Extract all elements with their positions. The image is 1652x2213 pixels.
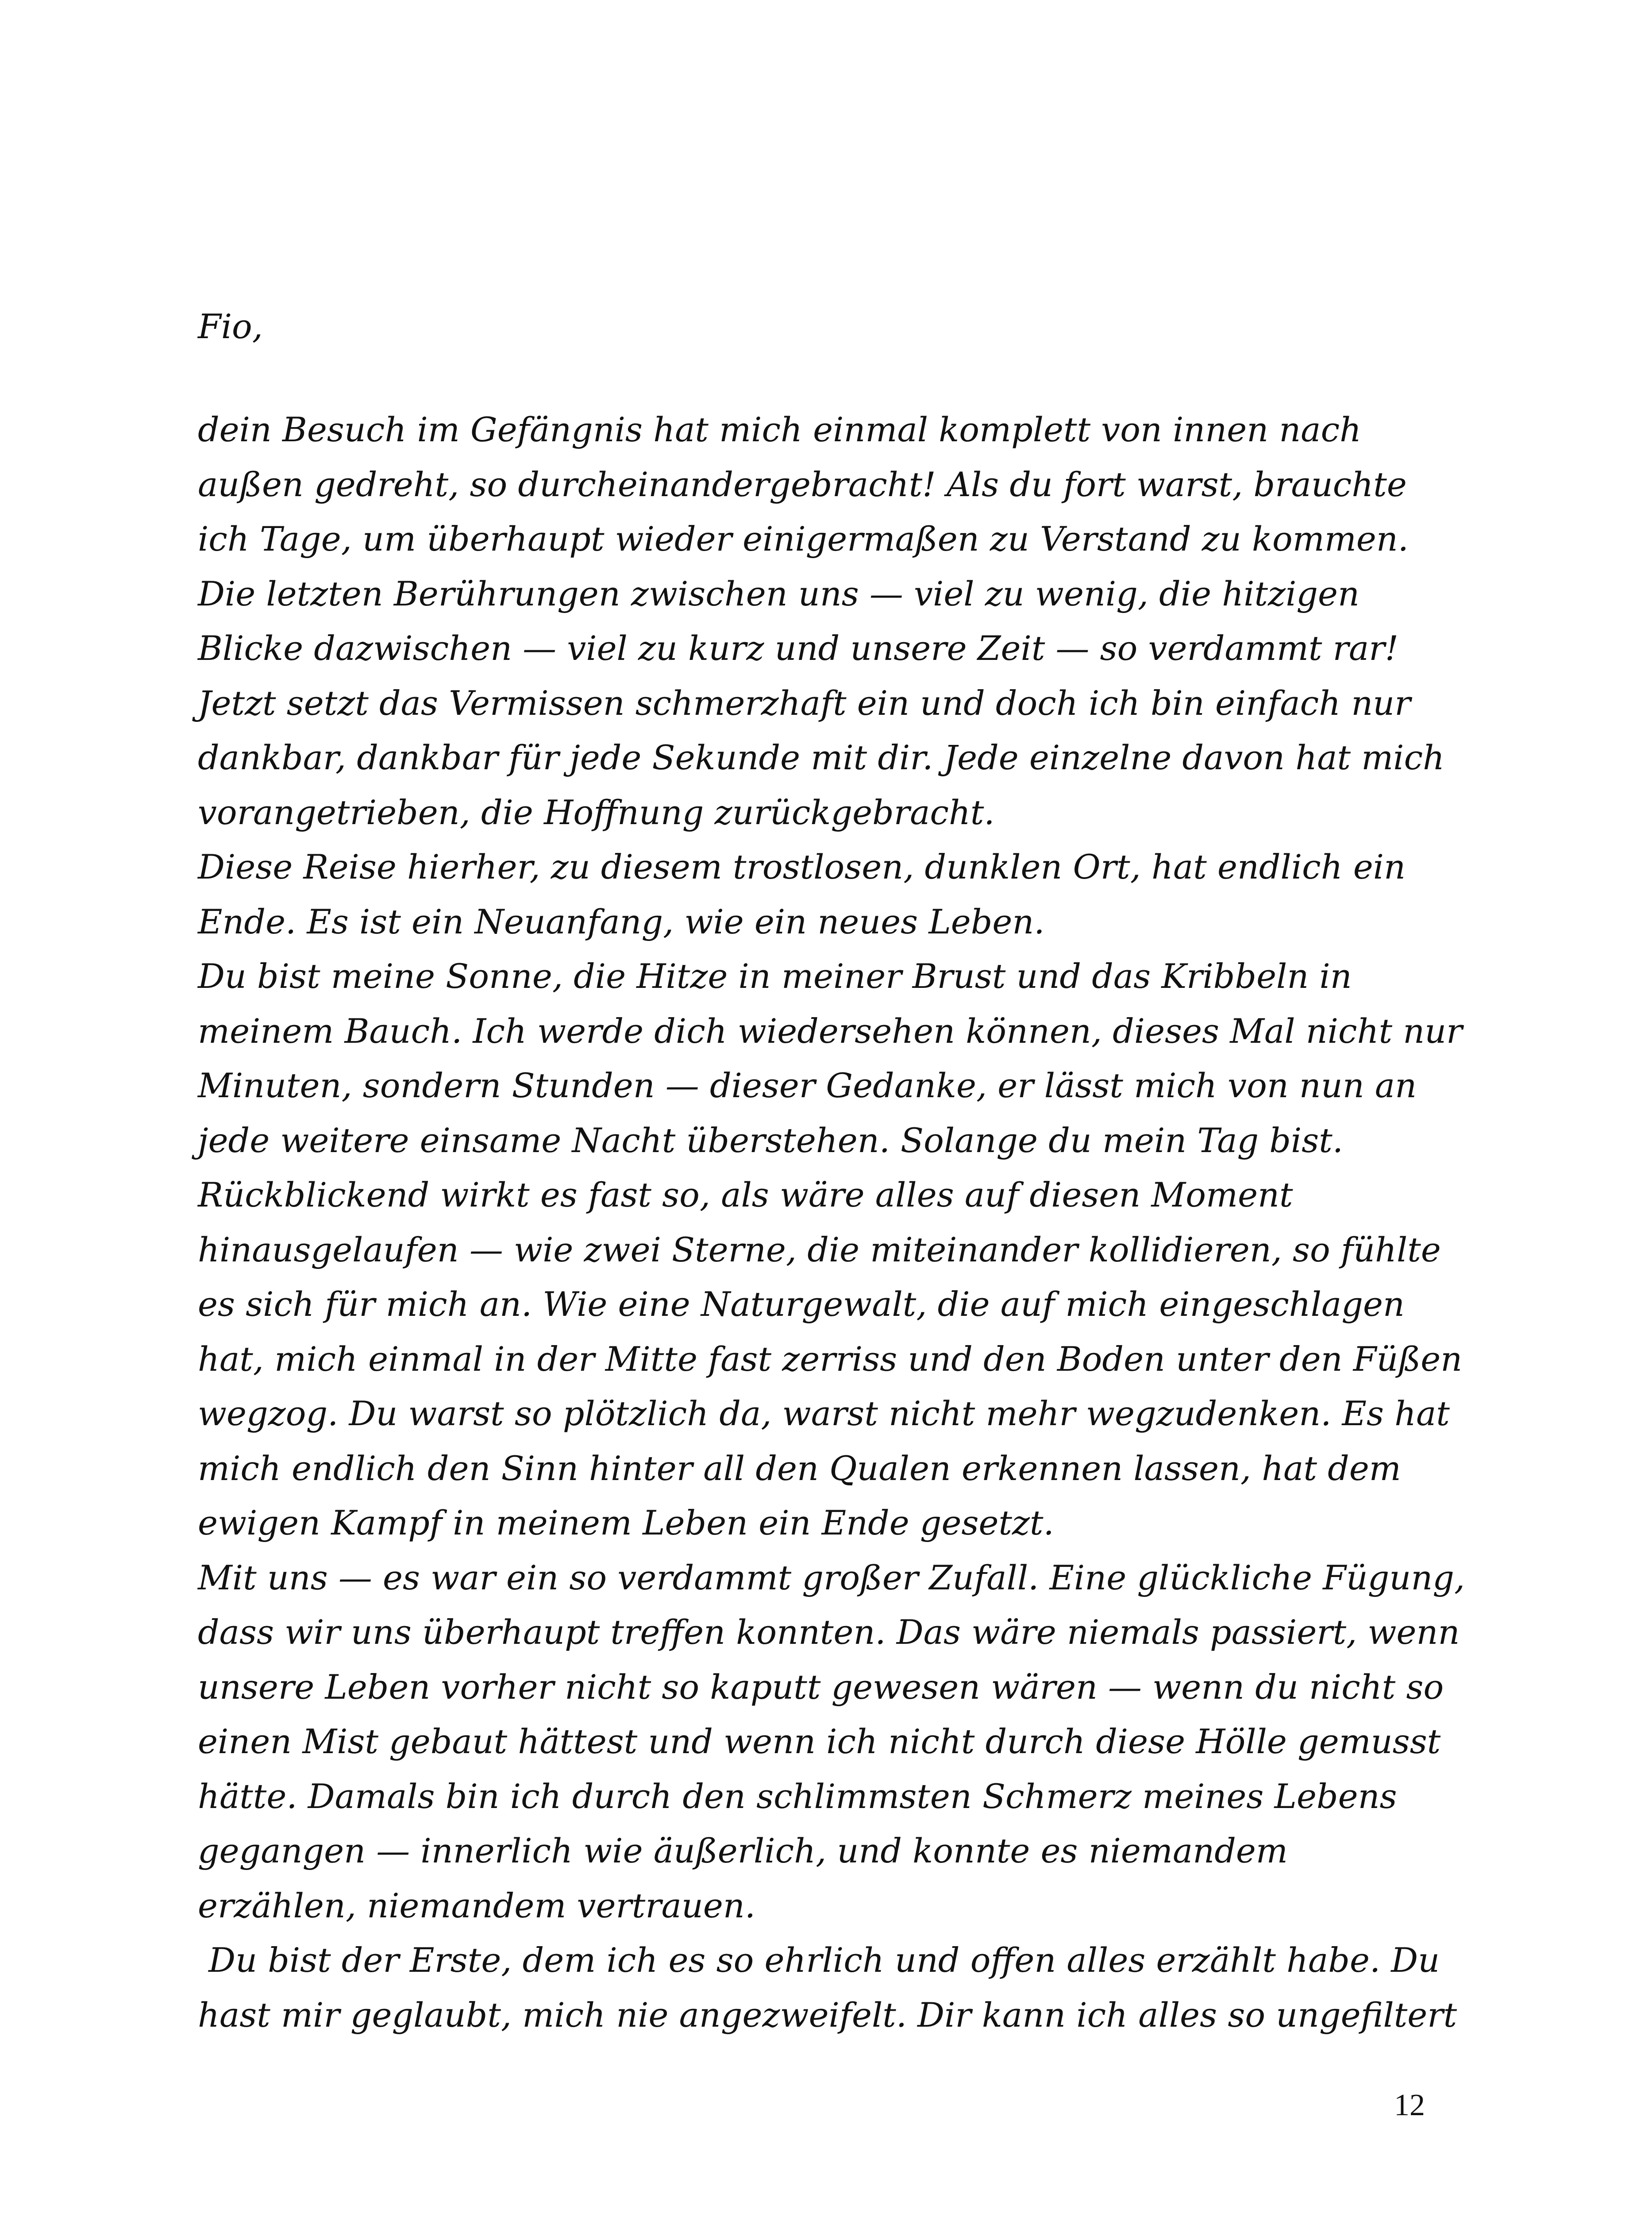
letter-line: dein Besuch im Gefängnis hat mich einmal komplett von innen nach: [198, 410, 1362, 449]
letter-line: hätte. Damals bin ich durch den schlimmsten Schmerz meines Lebens: [198, 1776, 1397, 1816]
letter-line: unsere Leben vorher nicht so kaputt gewesen wären — wenn du nicht so: [198, 1667, 1444, 1707]
letter-line: Jetzt setzt das Vermissen schmerzhaft ein und doch ich bin einfach nur: [198, 683, 1411, 723]
letter-line: ewigen Kampf in meinem Leben ein Ende gesetzt.: [198, 1503, 1054, 1542]
letter-line: Du bist der Erste, dem ich es so ehrlich und offen alles erzählt habe. Du: [198, 1940, 1440, 1980]
letter-line: Mit uns — es war ein so verdammt großer Zufall. Eine glückliche Fügung,: [198, 1558, 1465, 1597]
letter-line: Du bist meine Sonne, die Hitze in meiner Brust und das Kribbeln in: [198, 956, 1352, 996]
letter-body: [198, 402, 1465, 2042]
letter-salutation: Fio,: [198, 307, 263, 346]
letter-line: jede weitere einsame Nacht überstehen. Solange du mein Tag bist.: [198, 1120, 1343, 1160]
letter-line: Rückblickend wirkt es fast so, als wäre alles auf diesen Moment: [198, 1175, 1293, 1214]
letter-line: Diese Reise hierher, zu diesem trostlosen, dunklen Ort, hat endlich ein: [198, 847, 1406, 887]
letter-line: dankbar, dankbar für jede Sekunde mit dir. Jede einzelne davon hat mich: [198, 738, 1445, 777]
letter-line: dass wir uns überhaupt treffen konnten. Das wäre niemals passiert, wenn: [198, 1612, 1460, 1652]
letter-line: Die letzten Berührungen zwischen uns — viel zu wenig, die hitzigen: [198, 574, 1359, 613]
letter-line: Ende. Es ist ein Neuanfang, wie ein neues Leben.: [198, 902, 1045, 941]
letter-line: mich endlich den Sinn hinter all den Qualen erkennen lassen, hat dem: [198, 1448, 1401, 1488]
letter-line: hinausgelaufen — wie zwei Sterne, die miteinander kollidieren, so fühlte: [198, 1230, 1441, 1269]
letter-line: hast mir geglaubt, mich nie angezweifelt. Dir kann ich alles so ungefiltert: [198, 1995, 1457, 2035]
letter-line: gegangen — innerlich wie äußerlich, und konnte es niemandem: [198, 1831, 1288, 1870]
letter-line: einen Mist gebaut hättest und wenn ich nicht durch diese Hölle gemusst: [198, 1722, 1441, 1761]
letter-line: wegzog. Du warst so plötzlich da, warst nicht mehr wegzudenken. Es hat: [198, 1394, 1450, 1433]
letter-line: Blicke dazwischen — viel zu kurz und unsere Zeit — so verdammt rar!: [198, 628, 1399, 668]
letter-line: erzählen, niemandem vertrauen.: [198, 1885, 756, 1925]
letter-line: vorangetrieben, die Hoffnung zurückgebracht.: [198, 792, 995, 832]
letter-line: ich Tage, um überhaupt wieder einigermaßen zu Verstand zu kommen.: [198, 519, 1409, 559]
letter-line: Minuten, sondern Stunden — dieser Gedanke, er lässt mich von nun an: [198, 1066, 1417, 1105]
letter-line: es sich für mich an. Wie eine Naturgewalt, die auf mich eingeschlagen: [198, 1284, 1405, 1324]
page-number: 12: [1394, 2088, 1425, 2122]
letter-line: meinem Bauch. Ich werde dich wiedersehen können, dieses Mal nicht nur: [198, 1011, 1463, 1051]
letter-line: hat, mich einmal in der Mitte fast zerriss und den Boden unter den Füßen: [198, 1339, 1463, 1379]
letter-line: außen gedreht, so durcheinandergebracht! Als du fort warst, brauchte: [198, 464, 1407, 504]
